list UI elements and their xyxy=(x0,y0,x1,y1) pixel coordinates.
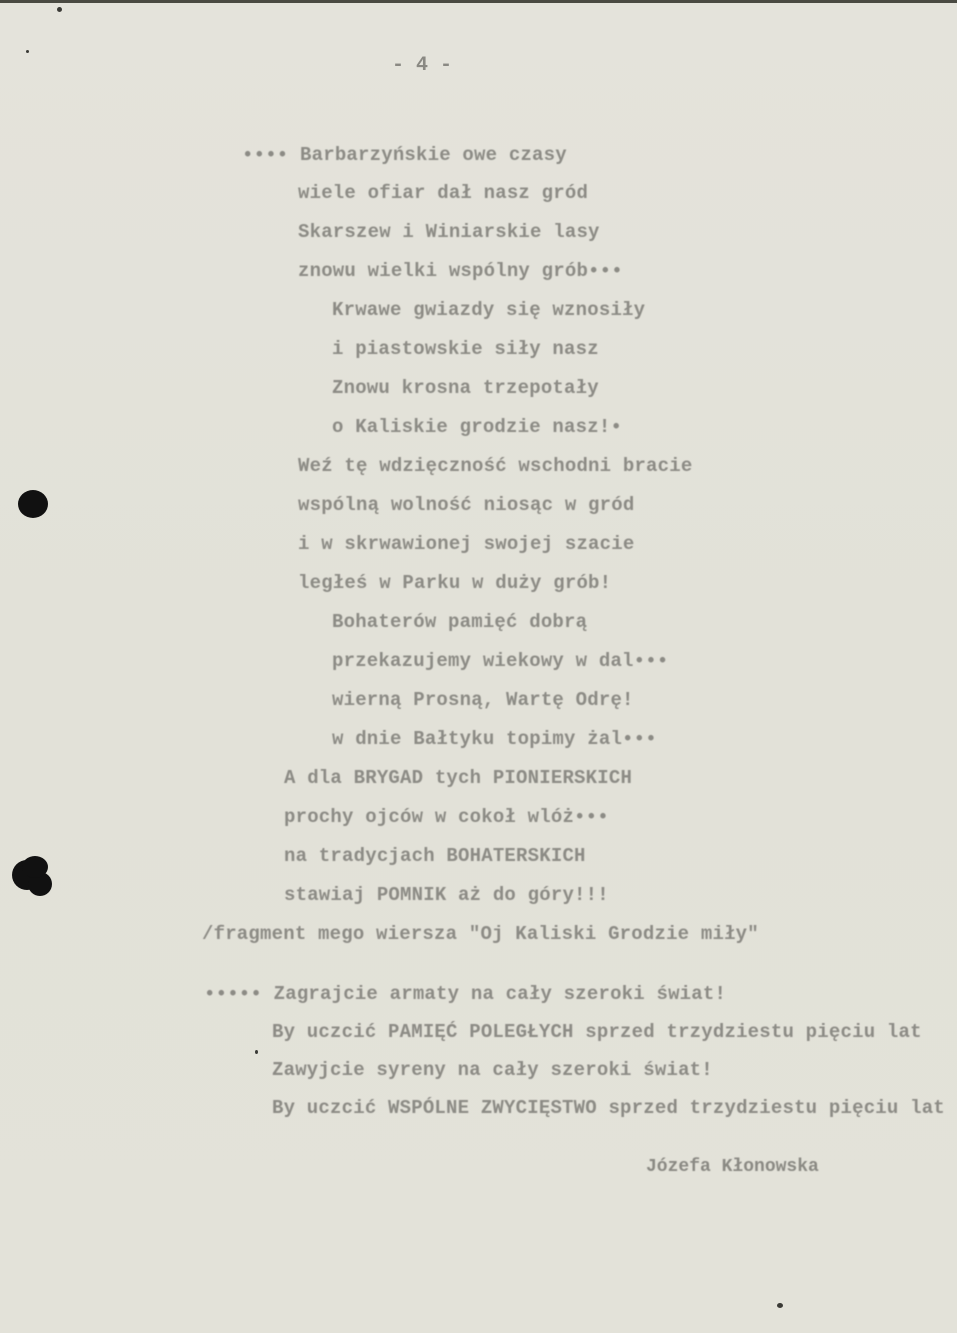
poem-line: Krwawe gwiazdy się wznosiły xyxy=(332,299,646,321)
poem-line: Skarszew i Winiarskie lasy xyxy=(298,221,600,243)
poem-line: przekazujemy wiekowy w dal••• xyxy=(332,650,669,672)
poem-line: i w skrwawionej swojej szacie xyxy=(298,533,635,555)
poem-line: •••• Barbarzyńskie owe czasy xyxy=(242,144,567,166)
poem-line: By uczcić WSPÓLNE ZWYCIĘSTWO sprzed trzydziestu pięciu lat xyxy=(272,1097,945,1119)
poem-line: Bohaterów pamięć dobrą xyxy=(332,611,588,633)
paper-speck xyxy=(26,50,29,53)
poem-line: wspólną wolność niosąc w gród xyxy=(298,494,635,516)
author-signature: Józefa Kłonowska xyxy=(646,1157,819,1177)
poem-line: ••••• Zagrajcie armaty na cały szeroki świat! xyxy=(204,983,727,1005)
poem-line: w dnie Bałtyku topimy żal••• xyxy=(332,728,657,750)
poem-line: wierną Prosną, Wartę Odrę! xyxy=(332,689,634,711)
poem-line: o Kaliskie grodzie nasz!• xyxy=(332,416,623,438)
page-top-edge xyxy=(0,0,957,3)
poem-line: wiele ofiar dał nasz gród xyxy=(298,182,589,204)
poem-line: stawiaj POMNIK aż do góry!!! xyxy=(284,884,609,906)
paper-speck xyxy=(255,1050,258,1054)
poem-line: A dla BRYGAD tych PIONIERSKICH xyxy=(284,767,633,789)
poem-line: By uczcić PAMIĘĆ POLEGŁYCH sprzed trzydziestu pięciu lat xyxy=(272,1021,922,1043)
poem-line: ległeś w Parku w duży grób! xyxy=(298,572,612,594)
poem-line: Weź tę wdzięczność wschodni bracie xyxy=(298,455,693,477)
punch-hole xyxy=(18,490,48,518)
poem-line: prochy ojców w cokoł wlóż••• xyxy=(284,806,609,828)
paper-speck xyxy=(777,1303,783,1308)
poem-line: Znowu krosna trzepotały xyxy=(332,377,599,399)
poem-attribution: /fragment mego wiersza "Oj Kaliski Grodzie miły" xyxy=(202,923,759,945)
poem-line: Zawyjcie syreny na cały szeroki świat! xyxy=(272,1059,713,1081)
page-number: - 4 - xyxy=(392,54,453,77)
poem-line: i piastowskie siły nasz xyxy=(332,338,599,360)
poem-line: na tradycjach BOHATERSKICH xyxy=(284,845,586,867)
paper-speck xyxy=(57,7,62,12)
poem-line: znowu wielki wspólny grób••• xyxy=(298,260,623,282)
punch-hole xyxy=(22,856,48,878)
